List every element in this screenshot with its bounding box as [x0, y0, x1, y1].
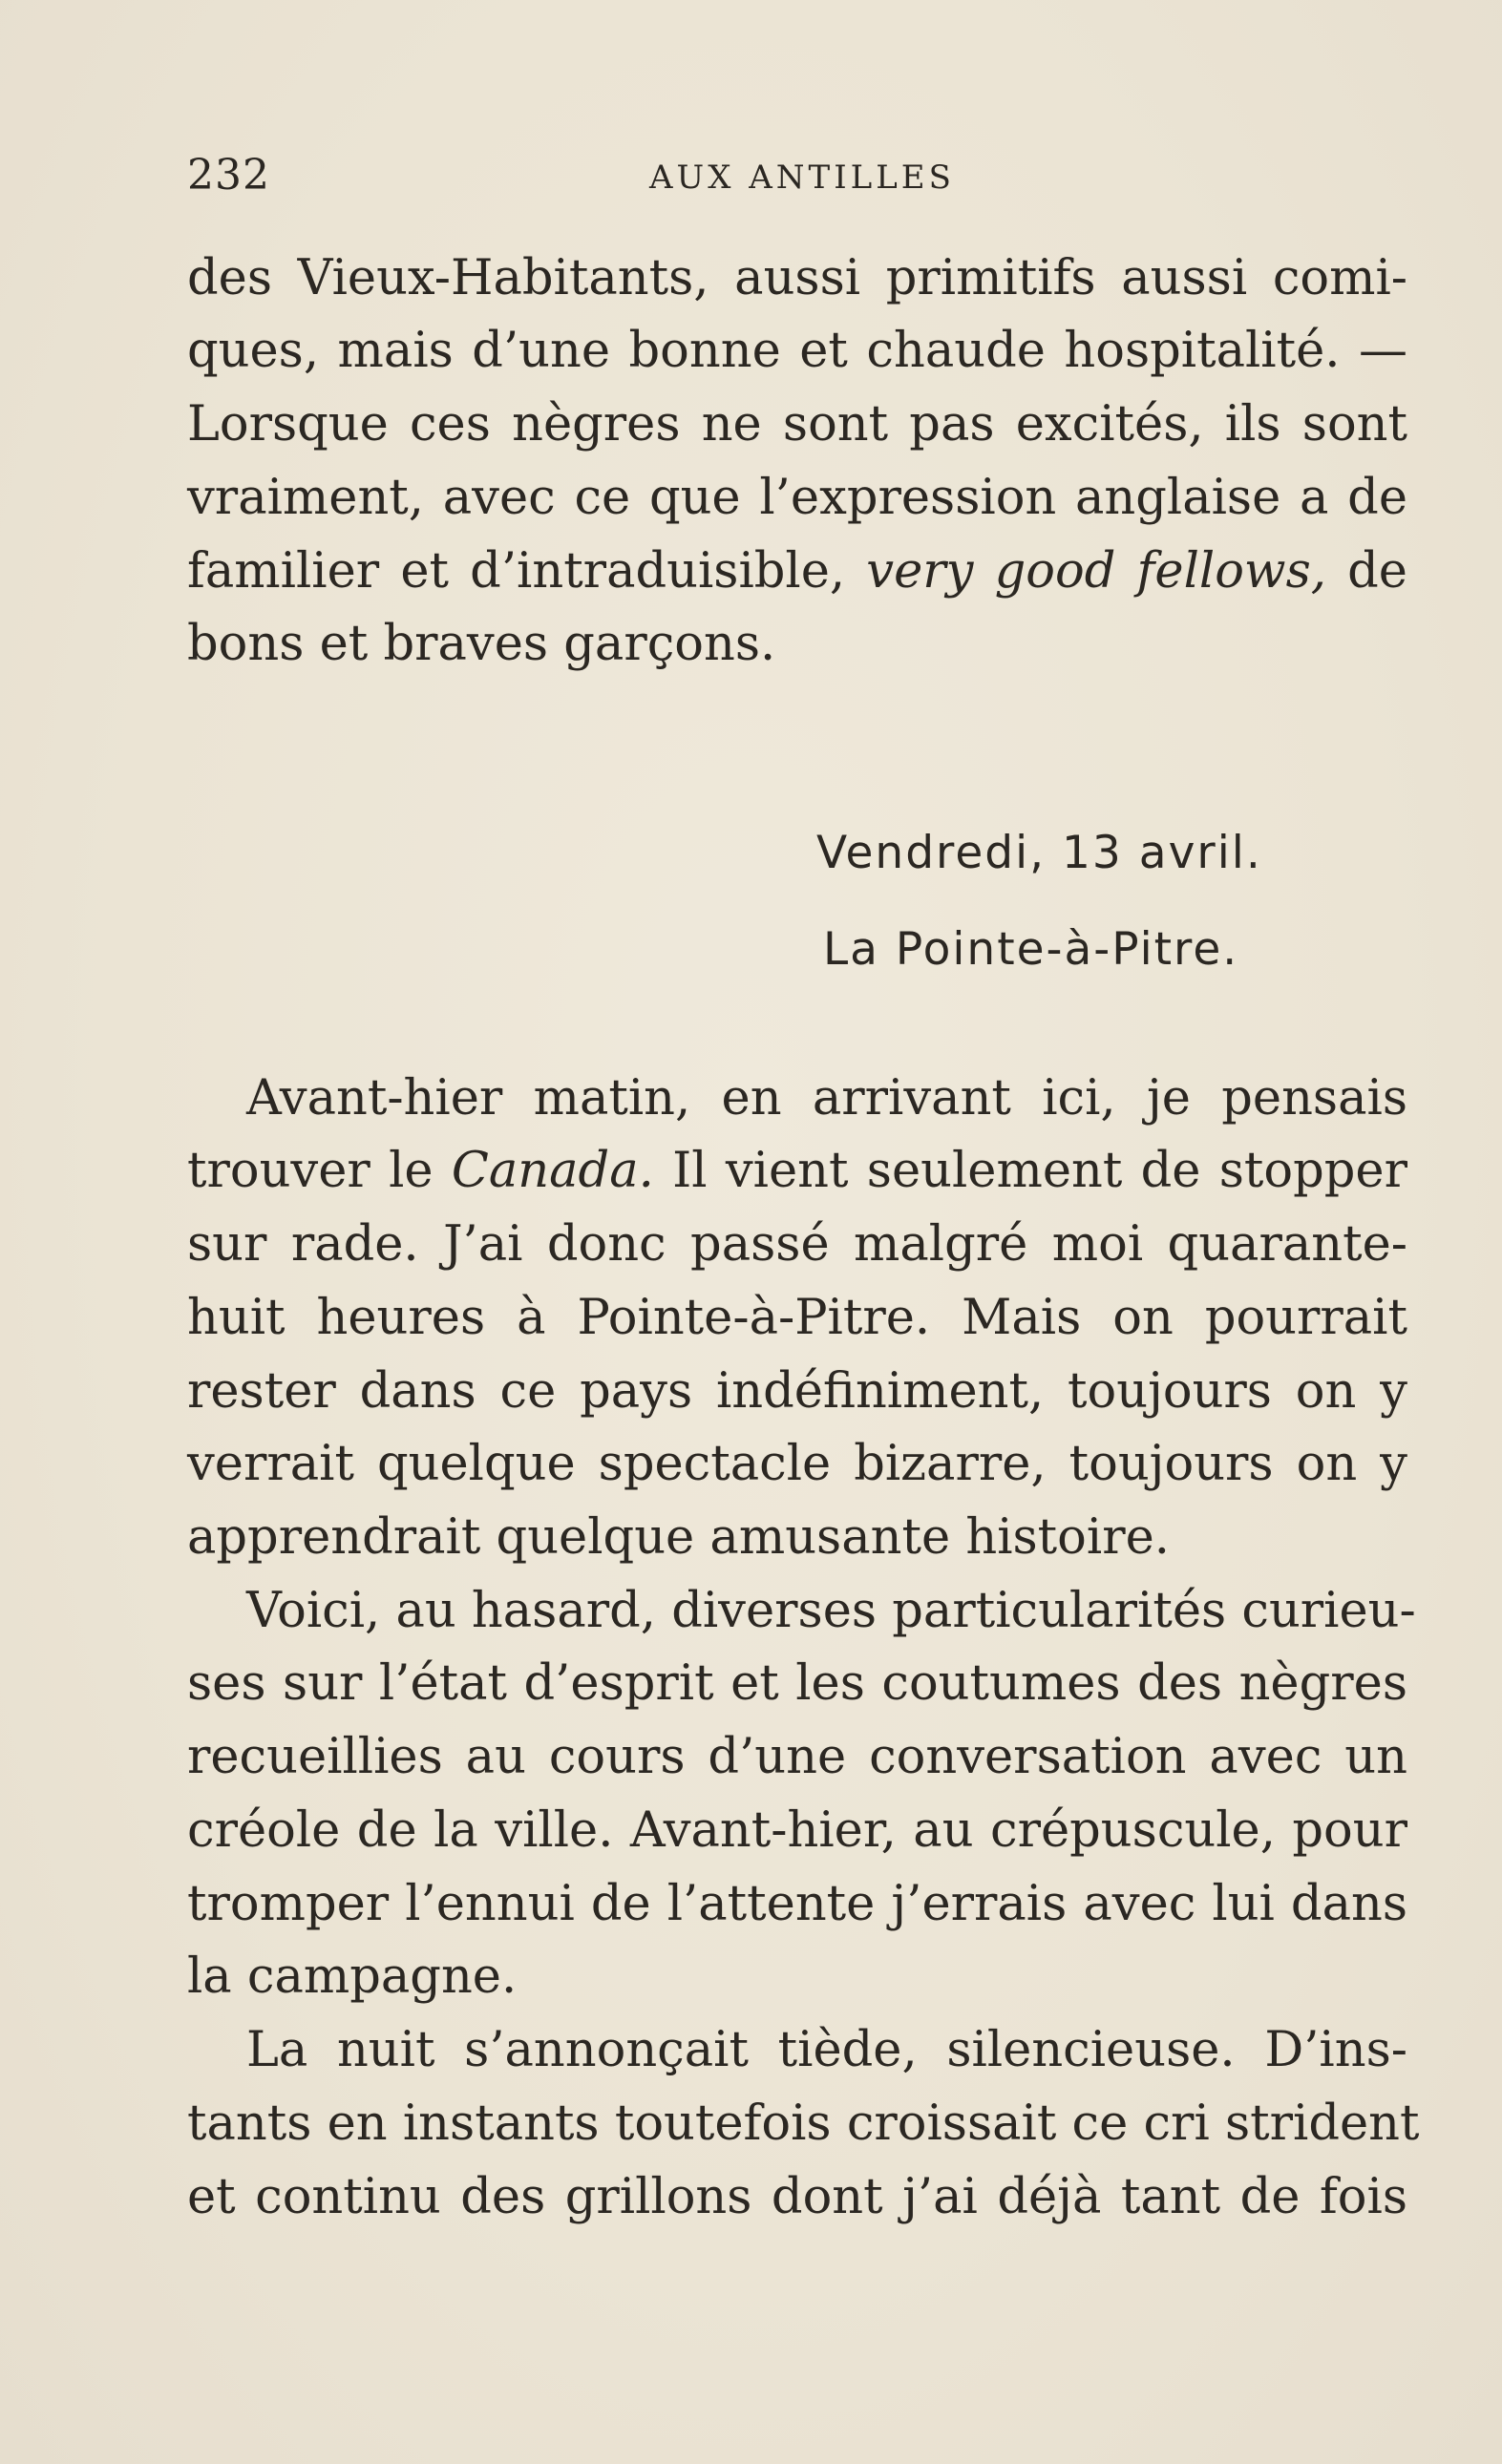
text-line: La nuit s’annonçait tiède, silencieuse. D’ins-: [246, 2022, 1407, 2078]
text-line: bons et braves garçons.: [187, 616, 776, 672]
text-segment: de: [1347, 543, 1407, 600]
text-line: ques, mais d’une bonne et chaude hospitalité. —: [187, 323, 1407, 379]
italic-phrase: Canada.: [451, 1143, 654, 1199]
text-line: recueillies au cours d’une conversation avec un: [187, 1729, 1407, 1785]
text-line: rester dans ce pays indéfiniment, toujours on y: [187, 1363, 1407, 1420]
text-line: des Vieux-Habitants, aussi primitifs aussi comi-: [187, 250, 1407, 306]
text-line: [187, 1143, 1407, 1200]
page-number: 232: [187, 151, 270, 200]
text-line: verrait quelque spectacle bizarre, toujours on y: [187, 1436, 1407, 1492]
text-segment: trouver le: [187, 1143, 434, 1199]
italic-phrase: very good fellows,: [866, 543, 1326, 600]
text-line: ses sur l’état d’esprit et les coutumes des nègres: [187, 1655, 1407, 1712]
text-line: et continu des grillons dont j’ai déjà tant de fois: [187, 2169, 1407, 2225]
dateline-date: Vendredi, 13 avril.: [816, 827, 1262, 879]
text-segment: familier et d’intraduisible,: [187, 543, 846, 600]
text-segment: Il vient seulement de stopper: [672, 1143, 1407, 1199]
text-line: Avant-hier matin, en arrivant ici, je pensais: [246, 1070, 1407, 1127]
text-line: huit heures à Pointe-à-Pitre. Mais on pourrait: [187, 1290, 1407, 1346]
text-line: apprendrait quelque amusante histoire.: [187, 1509, 1170, 1566]
text-line: tromper l’ennui de l’attente j’errais avec lui dans: [187, 1876, 1407, 1932]
running-title: AUX ANTILLES: [649, 158, 955, 197]
text-line: la campagne.: [187, 1948, 518, 2005]
dateline-place: La Pointe-à-Pitre.: [823, 923, 1239, 976]
text-line: créole de la ville. Avant-hier, au crépuscule, pour: [187, 1802, 1407, 1859]
text-line: Lorsque ces nègres ne sont pas excités, ils sont: [187, 396, 1407, 453]
text-line: tants en instants toutefois croissait ce cri strident: [187, 2095, 1420, 2152]
text-line: vraiment, avec ce que l’expression anglaise a de: [187, 470, 1407, 526]
text-line: Voici, au hasard, diverses particularités curieu-: [246, 1583, 1416, 1639]
text-line: sur rade. J’ai donc passé malgré moi quarante-: [187, 1216, 1407, 1273]
page-header: [187, 151, 1403, 199]
text-line: [187, 543, 1407, 600]
